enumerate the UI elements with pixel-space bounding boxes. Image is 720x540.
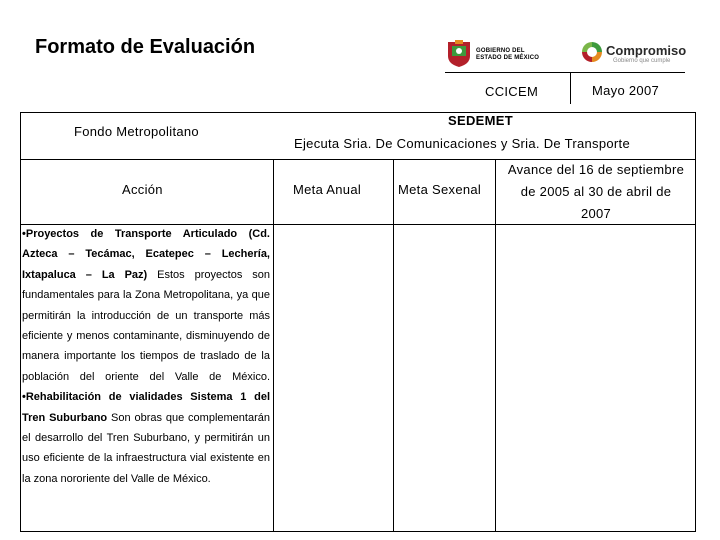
avance-line-2: de 2005 al 30 de abril de <box>520 184 672 199</box>
column-header-accion: Acción <box>122 182 163 197</box>
gobierno-line1: GOBIERNO DEL <box>476 48 525 54</box>
org-label: CCICEM <box>485 84 539 99</box>
accion-title: •Proyectos de Transporte Articulado (Cd. Azteca – Tecámac, Ecatepec – Lechería, Ixtapaluca – La Paz) <box>22 228 270 281</box>
column-header-avance <box>496 159 696 225</box>
avance-line-3: 2007 <box>580 206 612 221</box>
avance-line-1: Avance del 16 de septiembre <box>507 162 685 177</box>
compromiso-swirl-icon <box>580 40 604 64</box>
ejecuta-label: Ejecuta Sria. De Comunicaciones y Sria. De Transporte <box>294 136 630 151</box>
page-title: Formato de Evaluación <box>35 36 256 58</box>
header-rule <box>445 72 685 73</box>
accion-item <box>22 224 270 387</box>
date-label: Mayo 2007 <box>592 83 660 98</box>
edomex-shield-icon <box>446 38 472 68</box>
acciones-list <box>22 224 270 489</box>
accion-title: •Rehabilitación de vialidades Sistema 1 del Tren Suburbano <box>22 391 270 424</box>
gobierno-logo-text <box>476 48 539 62</box>
fondo-label: Fondo Metropolitano <box>74 124 199 139</box>
accion-item <box>22 387 270 489</box>
column-divider-meta-anual <box>393 159 394 532</box>
column-divider-accion <box>273 159 274 532</box>
dependencia-label: SEDEMET <box>448 113 513 128</box>
column-header-meta-anual: Meta Anual <box>293 182 362 197</box>
compromiso-tagline: Gobierno que cumple <box>613 58 671 64</box>
compromiso-word: Compromiso <box>606 43 687 58</box>
accion-description: Estos proyectos son fundamentales para la Zona Metropolitana, ya que permitirán la introducción de un transporte más eficiente y menos contaminante, disminuyendo de manera importante los tiempos de traslado de la población del oriente del Valle de México. <box>22 268 270 383</box>
header-separator <box>570 72 571 104</box>
accion-description: Son obras que complementarán el desarrollo del Tren Suburbano, y permitirán un uso eficiente de la infraestructura vial existente en la zona nororiente del Valle de México. <box>22 411 270 485</box>
column-header-meta-sexenal: Meta Sexenal <box>398 182 482 197</box>
gobierno-line2: ESTADO DE MÉXICO <box>476 55 540 61</box>
